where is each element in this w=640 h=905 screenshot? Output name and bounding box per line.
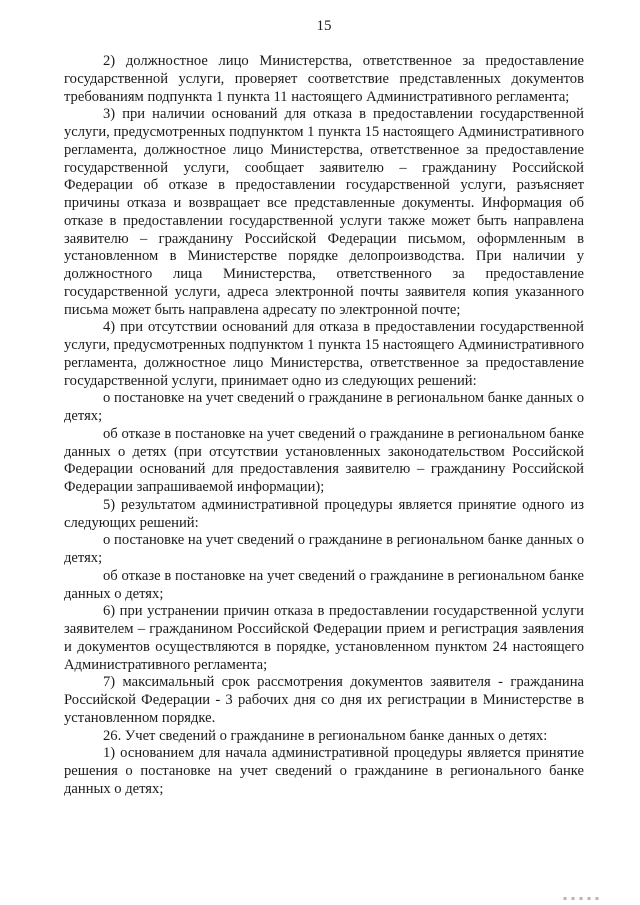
paragraph: об отказе в постановке на учет сведений о гражданине в региональном банке данных о детях; (64, 567, 584, 602)
page-number: 15 (316, 18, 332, 34)
paragraph: 5) результатом административной процедуры является принятие одного из следующих решений: (64, 496, 584, 531)
paragraph: 1) основанием для начала административной процедуры является принятие решения о постановке на учет сведений о гражданине в регионального банке данных о детях; (64, 745, 584, 797)
paragraph: 3) при наличии оснований для отказа в предоставлении государственной услуги, предусмотренных подпунктом 1 пункта 15 настоящего Административного регламента, должностное лицо Министерства, ответственное за предоставление государственной услуги, сообщает заявителю – гражданину Российской Федерации об отказе в предоставлении государственной услуги, разъясняет причины отказа и возвращает все представленные документы. Информация об отказе в предоставлении государственной услуги также может быть направлена заявителю – гражданину Российской Федерации письмом, оформленным в установленном в Министерстве порядке делопроизводства. При наличии у должностного лица Министерства, ответственного за предоставление государственной услуги, адреса электронной почты заявителя копия указанного письма может быть направлена адресату по электронной почте; (64, 106, 584, 318)
paragraph: 6) при устранении причин отказа в предоставлении государственной услуги заявителем – гражданином Российской Федерации прием и регистрация заявления и документов осуществляются в порядке, установленном пунктом 24 настоящего Административного регламента; (64, 603, 584, 673)
scan-artifact: ▪ ▪ ▪ ▪ ▪ (563, 895, 600, 902)
paragraph: 2) должностное лицо Министерства, ответственное за предоставление государственной услуги, проверяет соответствие представленных документов требованиям подпункта 1 пункта 11 настоящего Административного регламента; (64, 53, 584, 105)
document-body (64, 53, 584, 799)
paragraph: о постановке на учет сведений о гражданине в региональном банке данных о детях; (64, 532, 584, 566)
paragraph: об отказе в постановке на учет сведений о гражданине в региональном банке данных о детях (при отсутствии установленных законодательством Российской Федерации оснований для предоставления заявителю – гражданину Российской Федерации запрашиваемой информации); (64, 425, 584, 495)
paragraph: о постановке на учет сведений о гражданине в региональном банке данных о детях; (64, 390, 584, 424)
paragraph: 4) при отсутствии оснований для отказа в предоставлении государственной услуги, предусмотренных подпунктом 1 пункта 15 настоящего Административного регламента, должностное лицо Министерства, ответственное за предоставление государственной услуги, принимает одно из следующих решений: (64, 319, 584, 389)
paragraph: 26. Учет сведений о гражданине в региональном банке данных о детях: (103, 727, 548, 744)
paragraph: 7) максимальный срок рассмотрения документов заявителя - гражданина Российской Федерации - 3 рабочих дня со дня их регистрации в Министерстве в установленном порядке. (64, 674, 584, 726)
